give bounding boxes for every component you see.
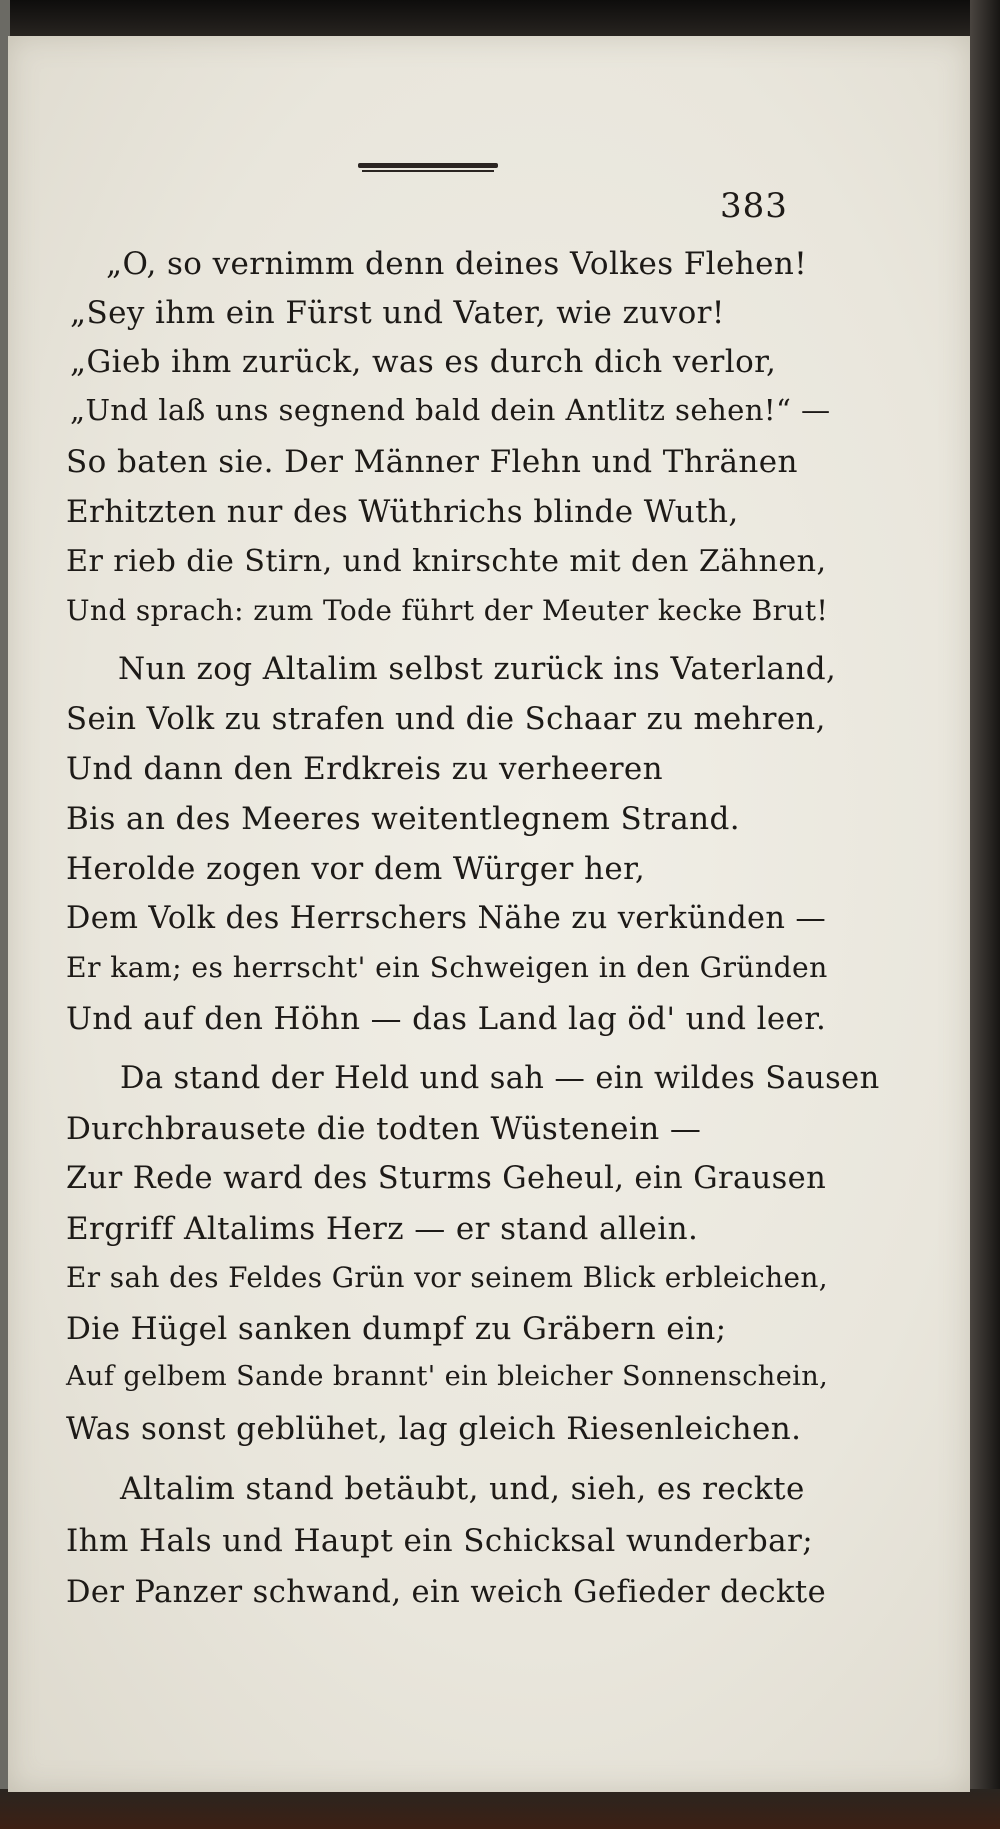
book-page	[8, 36, 970, 1792]
verse-line: Herolde zogen vor dem Würger her,	[66, 851, 646, 887]
verse-line: „Und laß uns segnend bald dein Antlitz sehen!“ —	[70, 393, 831, 427]
verse-line: „Gieb ihm zurück, was es durch dich verlor,	[70, 344, 777, 380]
page-number: 383	[720, 186, 788, 226]
book-right-edge	[970, 0, 1000, 1829]
header-rule-thick	[358, 163, 498, 168]
verse-line: Was sonst geblühet, lag gleich Riesenleichen.	[66, 1411, 802, 1447]
book-bottom-edge	[0, 1789, 1000, 1829]
verse-line: Und sprach: zum Tode führt der Meuter kecke Brut!	[66, 594, 829, 627]
verse-line: Bis an des Meeres weitentlegnem Strand.	[66, 801, 741, 837]
verse-line: Er kam; es herrscht' ein Schweigen in den Gründen	[66, 951, 828, 984]
verse-line: Ihm Hals und Haupt ein Schicksal wunderbar;	[66, 1523, 814, 1559]
verse-line: Dem Volk des Herrschers Nähe zu verkünden —	[66, 901, 827, 936]
verse-line: Er rieb die Stirn, und knirschte mit den Zähnen,	[66, 544, 827, 579]
verse-line: Erhitzten nur des Wüthrichs blinde Wuth,	[66, 494, 739, 530]
verse-line: „Sey ihm ein Fürst und Vater, wie zuvor!	[70, 295, 725, 331]
verse-line: Sein Volk zu strafen und die Schaar zu mehren,	[66, 701, 826, 737]
verse-line: Und dann den Erdkreis zu verheeren	[66, 751, 664, 787]
verse-line: Nun zog Altalim selbst zurück ins Vaterland,	[118, 651, 837, 687]
header-rule-ornament	[358, 161, 498, 175]
verse-line: Der Panzer schwand, ein weich Gefieder deckte	[66, 1575, 827, 1610]
verse-line: Er sah des Feldes Grün vor seinem Blick erbleichen,	[66, 1261, 828, 1294]
verse-line: Die Hügel sanken dumpf zu Gräbern ein;	[66, 1311, 727, 1347]
verse-line: Zur Rede ward des Sturms Geheul, ein Grausen	[66, 1161, 827, 1196]
verse-line: Und auf den Höhn — das Land lag öd' und leer.	[66, 1001, 827, 1037]
header-rule-thin	[362, 170, 494, 172]
verse-line: Da stand der Held und sah — ein wildes Sausen	[120, 1061, 880, 1096]
verse-line: Auf gelbem Sande brannt' ein bleicher Sonnenschein,	[66, 1361, 829, 1392]
verse-line: Ergriff Altalims Herz — er stand allein.	[66, 1211, 699, 1247]
verse-line: So baten sie. Der Männer Flehn und Thränen	[66, 444, 798, 480]
verse-line: Durchbrausete die todten Wüstenein —	[66, 1111, 702, 1147]
verse-line: „O, so vernimm denn deines Volkes Flehen!	[106, 246, 808, 282]
verse-line: Altalim stand betäubt, und, sieh, es reckte	[120, 1471, 805, 1507]
book-top-edge	[0, 0, 1000, 40]
